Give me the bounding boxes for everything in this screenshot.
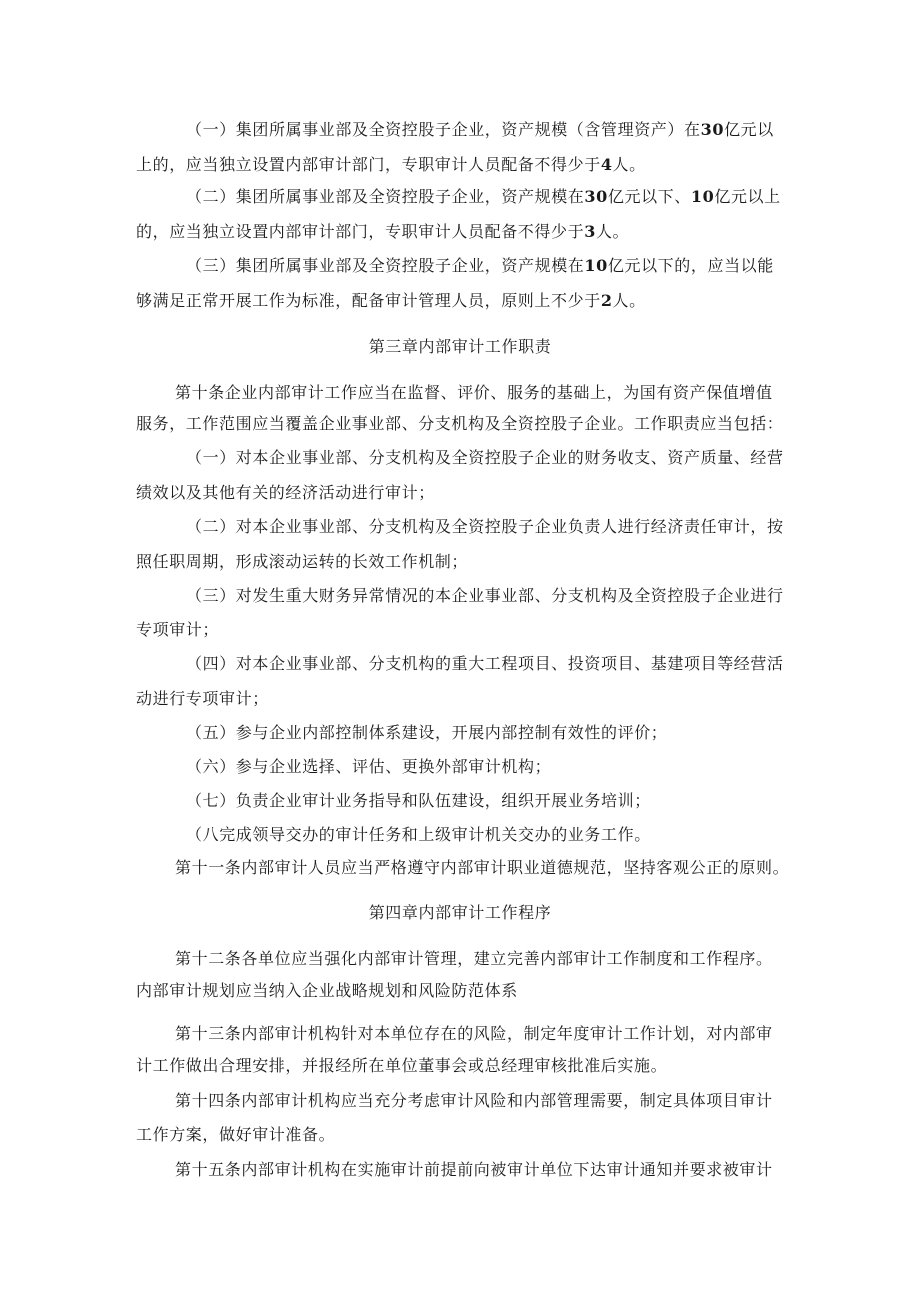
paragraph-line: （四）对本企业事业部、分支机构的重大工程项目、投资项目、基建项目等经营活 xyxy=(186,654,784,673)
paragraph-line: 绩效以及其他有关的经济活动进行审计； xyxy=(136,483,435,502)
paragraph-line: （五）参与企业内部控制体系建设，开展内部控制有效性的评价； xyxy=(186,723,668,742)
paragraph-line: （一）对本企业事业部、分支机构及全资控股子企业的财务收支、资产质量、经营 xyxy=(186,448,784,467)
paragraph-line: （二）对本企业事业部、分支机构及全资控股子企业负责人进行经济责任审计，按 xyxy=(186,517,784,536)
chapter-heading: 第四章内部审计工作程序 xyxy=(368,903,552,922)
paragraph-line: 第十五条内部审计机构在实施审计前提前向被审计单位下达审计通知并要求被审计 xyxy=(175,1160,773,1179)
paragraph-line: 第十二条各单位应当强化内部审计管理，建立完善内部审计工作制度和工作程序。 xyxy=(175,949,773,968)
paragraph-line: 第十四条内部审计机构应当充分考虑审计风险和内部管理需要，制定具体项目审计 xyxy=(175,1091,773,1110)
paragraph-line: 第十三条内部审计机构针对本单位存在的风险，制定年度审计工作计划，对内部审 xyxy=(175,1024,773,1043)
paragraph-line: 服务，工作范围应当覆盖企业事业部、分支机构及全资控股子企业。工作职责应当包括： xyxy=(136,414,784,433)
paragraph-line: 专项审计； xyxy=(136,620,220,639)
paragraph-line: （二）集团所属事业部及全资控股子企业，资产规模在30亿元以下、10亿元以上 xyxy=(186,187,781,206)
paragraph-line: 够满足正常开展工作为标准，配备审计管理人员，原则上不少于2人。 xyxy=(136,291,646,310)
paragraph-line: 上的，应当独立设置内部审计部门，专职审计人员配备不得少于4人。 xyxy=(136,155,646,174)
paragraph-line: 第十条企业内部审计工作应当在监督、评价、服务的基础上，为国有资产保值增值 xyxy=(175,383,773,402)
chapter-heading: 第三章内部审计工作职责 xyxy=(368,337,552,356)
paragraph-line: 的，应当独立设置内部审计部门，专职审计人员配备不得少于3人。 xyxy=(136,222,630,241)
paragraph-line: （六）参与企业选择、评估、更换外部审计机构； xyxy=(186,757,552,776)
paragraph-line: 工作方案，做好审计准备。 xyxy=(136,1125,336,1144)
paragraph-line: 动进行专项审计； xyxy=(136,689,269,708)
paragraph-line: （一）集团所属事业部及全资控股子企业，资产规模（含管理资产）在30亿元以 xyxy=(186,120,774,139)
paragraph-line: （八完成领导交办的审计任务和上级审计机关交办的业务工作。 xyxy=(186,825,651,844)
paragraph-line: 计工作做出合理安排，并报经所在单位董事会或总经理审核批准后实施。 xyxy=(136,1056,668,1075)
paragraph-line: （三）对发生重大财务异常情况的本企业事业部、分支机构及全资控股子企业进行 xyxy=(186,586,784,605)
paragraph-line: （七）负责企业审计业务指导和队伍建设，组织开展业务培训； xyxy=(186,791,651,810)
paragraph-line: （三）集团所属事业部及全资控股子企业，资产规模在10亿元以下的，应当以能 xyxy=(186,256,774,275)
paragraph-line: 第十一条内部审计人员应当严格遵守内部审计职业道德规范，坚持客观公正的原则。 xyxy=(175,858,790,877)
paragraph-line: 照任职周期，形成滚动运转的长效工作机制； xyxy=(136,552,469,571)
paragraph-line: 内部审计规划应当纳入企业战略规划和风险防范体系 xyxy=(136,981,518,1000)
